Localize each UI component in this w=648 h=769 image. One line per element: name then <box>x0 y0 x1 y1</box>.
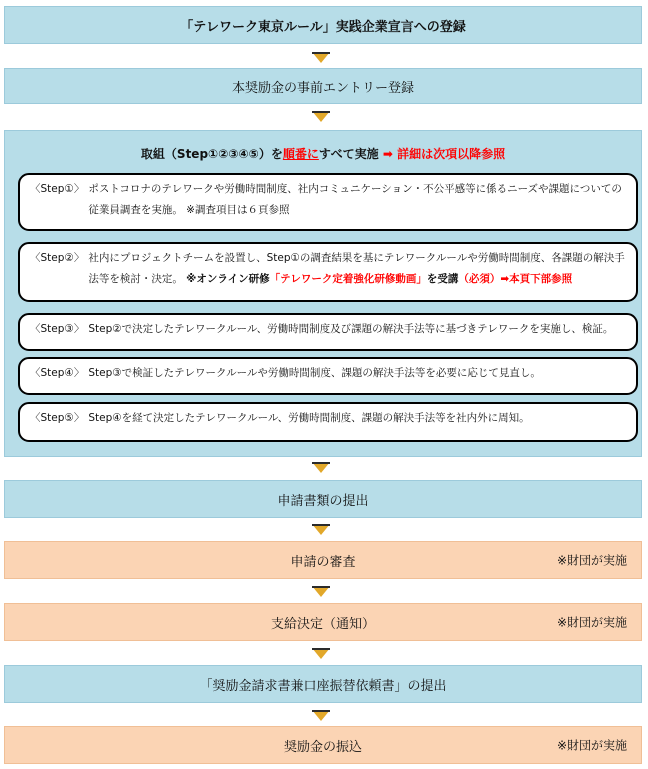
down-arrow-icon <box>312 52 330 63</box>
foundation-note: ※財団が実施 <box>556 615 627 630</box>
step-note-video: 「テレワーク定着強化研修動画」 <box>269 273 427 285</box>
step-text <box>88 248 626 296</box>
heading-mid: すべて実施 <box>318 147 379 161</box>
heading-reference: 詳細は次項以降参照 <box>397 147 506 161</box>
flow-box-claim-form <box>4 665 642 703</box>
step-card-3 <box>18 313 638 351</box>
flow-box-transfer <box>4 726 642 764</box>
down-arrow-icon <box>312 462 330 473</box>
flow-box-label: 「テレワーク東京ルール」実践企業宣言への登録 <box>180 19 466 35</box>
heading-prefix: 取組（Step①②③④⑤）を <box>140 147 283 161</box>
step-label: 〈Step④〉 <box>30 367 85 379</box>
down-arrow-icon <box>312 648 330 659</box>
flow-box-steps-panel <box>4 130 642 457</box>
down-arrow-icon <box>312 586 330 597</box>
foundation-note: ※財団が実施 <box>556 553 627 568</box>
flow-box-pre-entry <box>4 68 642 104</box>
step-label: 〈Step⑤〉 <box>30 412 85 424</box>
flow-box-label: 支給決定（通知） <box>270 616 375 632</box>
step-label: 〈Step②〉 <box>30 252 85 264</box>
down-arrow-icon <box>312 111 330 122</box>
flow-box-review <box>4 541 642 579</box>
flow-box-label: 申請書類の提出 <box>277 493 369 509</box>
step-text: ポストコロナのテレワークや労働時間制度、社内コミュニケーション・不公平感等に係るニーズや課題についての従業員調査を実施。 ※調査項目は６頁参照 <box>88 183 622 216</box>
flow-box-payment-decision <box>4 603 642 641</box>
flow-box-registration <box>4 6 642 44</box>
flow-box-label: 奨励金の振込 <box>283 739 362 755</box>
down-arrow-icon <box>312 710 330 721</box>
step-note-online: ※オンライン研修 <box>186 273 270 285</box>
flow-box-label: 本奨励金の事前エントリー登録 <box>231 80 414 96</box>
step-card-4 <box>18 357 638 395</box>
flow-box-label: 「奨励金請求書兼口座振替依頼書」の提出 <box>199 678 447 694</box>
step-label: 〈Step③〉 <box>30 323 85 335</box>
step-card-5 <box>18 402 638 442</box>
step-text-main: 社内にプロジェクトチームを設置し、Step①の調査結果を基にテレワークルールや労働時間制度、各課題の解決手法等を検討・決定。 <box>88 252 625 285</box>
foundation-note: ※財団が実施 <box>556 738 627 753</box>
right-arrow-icon: ➡ <box>382 147 393 161</box>
step-label: 〈Step①〉 <box>30 183 85 195</box>
step-note-required: （必須）➡本頁下部参照 <box>458 273 573 285</box>
flow-box-submit-application <box>4 480 642 518</box>
down-arrow-icon <box>312 524 330 535</box>
step-card-1 <box>18 173 638 231</box>
step-text: Step③で検証したテレワークルールや労働時間制度、課題の解決手法等を必要に応じて見直し。 <box>88 367 541 379</box>
flow-box-label: 申請の審査 <box>290 554 356 570</box>
heading-order: 順番に <box>282 147 319 161</box>
step-text: Step②で決定したテレワークルール、労働時間制度及び課題の解決手法等に基づきテレワークを実施し、検証。 <box>88 323 614 335</box>
steps-heading <box>5 145 641 162</box>
step-note-attend: を受講 <box>426 273 459 285</box>
step-card-2 <box>18 242 638 302</box>
step-text: Step④を経て決定したテレワークルール、労働時間制度、課題の解決手法等を社内外に周知。 <box>88 412 530 424</box>
